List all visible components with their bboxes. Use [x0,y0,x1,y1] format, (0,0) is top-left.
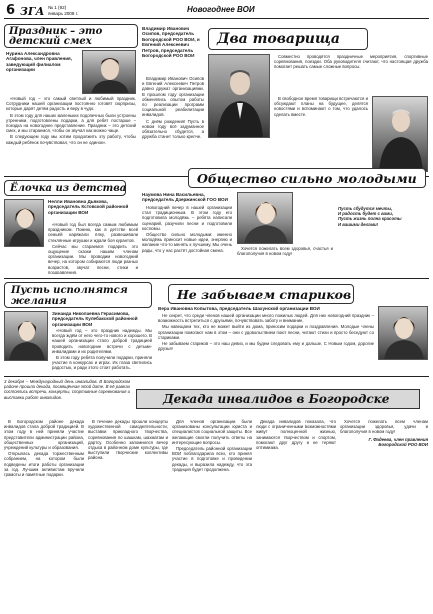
byline: Нелли Ивановна Дьякова, председатель Кстовской районной организации ВОИ [48,199,129,215]
article-obshchestvo [142,168,429,276]
second-man-photo [372,96,428,172]
portrait-photo [82,50,136,94]
paragraph: Совместно проводятся праздничные мероприятия, спортивные соревнования, поездки. Оба руководителя считают, что настоящая дружба помогает решать самые сложные вопросы. [274,54,428,70]
article-body [52,328,152,372]
portrait-photo [378,306,428,360]
byline: Владимир Иванович Осипов, председатель Богородской РОО ВОИ, и Евгений Алексеевич Петров, председатель Богородской РОО ВОИ [142,26,200,59]
column-4 [256,419,336,609]
headline: Праздник – это детский смех [9,26,103,47]
section-title: Новогоднее ВОИ [187,5,255,14]
article-dekada [4,379,429,611]
paragraph: В этом году ребята получили подарки, приняли участие в конкурсах и играх. Их глаза светились радостью, и ради этого стоит работать. [52,355,152,371]
headline-box [168,284,354,304]
headline-banner [136,389,420,409]
paragraph: Мы навещаем тех, кто не может выйти из дома, приносим подарки и поздравления. Молодые члены организации помогают нам в этом – они с удовольствием поют песни, читают стихи и просто беседуют со стариками. [158,324,374,340]
paragraph: С днём рождения! Пусть в новом году всё задуманное обязательно сбудется, а дружба станет только крепче. [142,118,204,140]
headline-box [208,28,368,50]
issue-number: № 1 (92) [48,5,67,10]
paragraph: Декада инвалидов показала, что люди с ограниченными возможностями живут полноценной жизнью, занимаются творчеством и спортом, помогают друг другу и не теряют оптимизма. [256,419,336,451]
person-silhouette-icon [5,312,48,361]
paragraph: Сейчас мы стараемся подарить это ощущение сказки нашим членам организации. Мы проводим новогодний вечер, на котором собираются люди разных возрастов, звучат песни, стихи и поздравления. [48,243,138,274]
headline-box [4,24,138,48]
verse-line: И радость будет с вами, [338,211,394,217]
byline: Нурина Александровна Агафонова, член правления, заведующий филиалом организации [6,51,72,73]
article-prazdnik [4,24,138,174]
article-elochka [4,180,138,275]
paragraph: Владимир Иванович Осипов и Евгений Алексеевич Петров давно дружат организациями. В прошлом году организации обменялись опытом работы по реализации программ социальной реабилитации инвалидов. [142,76,204,118]
verse-line: Пусть жизнь полна красоты [338,216,402,222]
paragraph: Не забываем стариков – это наш девиз, и мы будем следовать ему и дальше. С Новым годом, дорогие друзья! [158,341,374,352]
issue-date: январь 2008 г. [48,11,79,16]
headline: Пусть исполнятся желания [11,285,128,307]
two-men-photo [208,54,270,138]
paragraph: Для членов организации были организованы консультации юриста и специалистов социальной защиты. Все желающие смогли получить ответы на интересующие вопросы. [172,419,252,445]
headline: Не забываем стариков [177,287,352,302]
column-2 [88,419,168,609]
masthead [4,3,429,21]
byline: Вера Ивановна Копытова, председатель Шахунской организации ВОИ [158,306,320,311]
paper-name: ЗГА [20,5,45,18]
divider [4,376,429,377]
paragraph: В следующем году мы хотим продолжить эту работу, чтобы каждый ребёнок почувствовал, что он не одинок». [6,134,136,145]
article-pust-ispolnyatsya [4,282,154,374]
paragraph: Хочется пожелать всем членам организации здоровья, удачи и благополучия в новом году! [340,419,428,435]
person-silhouette-icon [238,193,293,244]
paragraph: В течение декады прошли концерты художественной самодеятельности, выставки прикладного творчества, соревнования по шашкам, шахматам и дартсу. Особенно запомнился вечер отдыха в районном доме культуры, где выступили творческие коллективы района. [88,419,168,461]
paragraph: В этом году для наших маленьких подопечных были устроены утренники, подготовлены подарки, а для ребят постарше – поездка на новогоднее представление. Праздник – это детский смех, и мы стараемся, чтобы он звучал как можно чаще. [6,112,136,134]
headline: Общество сильно молодыми [197,171,417,186]
person-silhouette-icon [209,55,270,138]
article-body-right [274,54,428,94]
column-1 [4,419,84,609]
headline-box [4,282,152,308]
paragraph: Хочется пожелать всем здоровья, счастья и благополучия в новом году! [237,246,333,257]
article-body-bottom [274,96,368,172]
article-body-left [142,76,204,172]
person-silhouette-icon [5,200,44,247]
person-silhouette-icon [373,97,428,172]
headline: Декада инвалидов в Богородске [163,392,390,406]
article-body-left [142,205,232,275]
paragraph: «Новый год был всегда самым любимым праздником. Помню, как в детстве всей семьёй наряжали ёлку, развешивали стеклянные игрушки и ждали боя курантов. [48,222,138,243]
article-dva-tovarishcha [142,24,429,174]
paragraph: Новогодний вечер в нашей организации стал традиционным. В этом году его подготовила молодёжь – ребята написали сценарий, разучили песни и подготовили костюмы. [142,205,232,231]
verse-line: И вашими делами! [338,221,379,227]
headline-box [4,180,126,196]
paragraph: Председатель районной организации ВОИ поблагодарила всех, кто принял участие в подготовке и проведении декады, и выразила надежду, что эта традиция будет продолжена. [172,446,252,472]
byline: Наумова Нина Васильевна, председатель Дзержинской ГОО ВОИ [142,192,228,203]
masthead-rule [4,18,429,19]
intro-text: 3 декабря – Международный день инвалидов. В Богородском районе прошла декада, посвящённая этой дате. В её рамках состоялись встречи, концерты, спортивные соревнования и выставки работ инвалидов. [4,379,130,400]
signature: Г. Фадеева, член правления Богородской РОО ВОИ [368,436,428,447]
headline: Ёлочка из детства [10,183,127,194]
portrait-photo [237,192,293,244]
article-ne-zabyvaem [158,282,429,374]
byline: Зинаида Николаевна Герасимова, председатель Кулебакской районной организации ВОИ [52,311,138,327]
paragraph: Открылась декада торжественным собранием, на котором были подведены итоги работы организации за год. Лучшим активистам вручили грамоты и памятные подарки. [4,451,84,478]
headline: Два товарища [217,31,340,47]
divider [4,278,429,279]
person-silhouette-icon [83,51,136,94]
paragraph: Не секрет, что среди членов нашей организации много пожилых людей. Для них новогодний праздник – возможность встретиться с друзьями, почувствовать заботу и внимание. [158,313,374,324]
column-5 [340,419,428,609]
headline-box [188,168,426,188]
paragraph: В свободное время товарищи встречаются и обсуждают планы на будущее, делятся новостями и вспоминают о том, что удалось сделать вместе. [274,96,368,117]
person-silhouette-icon [379,307,428,360]
portrait-photo [4,199,44,247]
page-number: 6 [6,3,16,18]
verse-block [338,192,428,274]
paragraph: В Богородском районе декада инвалидов стала доброй традицией. В этом году в ней приняли участие представители администрации района, общественных организаций, учреждений культуры и образования. [4,419,84,451]
verse-line: Пусть сбудутся мечты, [338,206,393,211]
article-body [158,313,374,373]
paragraph: Общество сильно молодыми: именно молодёжь приносит новые идеи, энергию и желание что-то менять к лучшему. Мы очень рады, что у нас растёт достойная смена. [142,232,232,253]
paragraph: «Новый год – это самый светлый и любимый праздник. Сотрудники нашей организации постоянно готовят сюрпризы, которые дарят детям радость и веру в чудо. [6,96,136,112]
column-3 [172,419,252,609]
article-body [6,96,136,172]
article-body-middle [237,246,333,275]
article-body [48,222,138,274]
portrait-photo [4,311,48,361]
paragraph: «Новый год – это праздник надежды. Мы всегда ждём от него чего-то нового и хорошего. В нашей организации стало доброй традицией проводить новогодние встречи с детьми-инвалидами и их родителями. [52,328,152,354]
